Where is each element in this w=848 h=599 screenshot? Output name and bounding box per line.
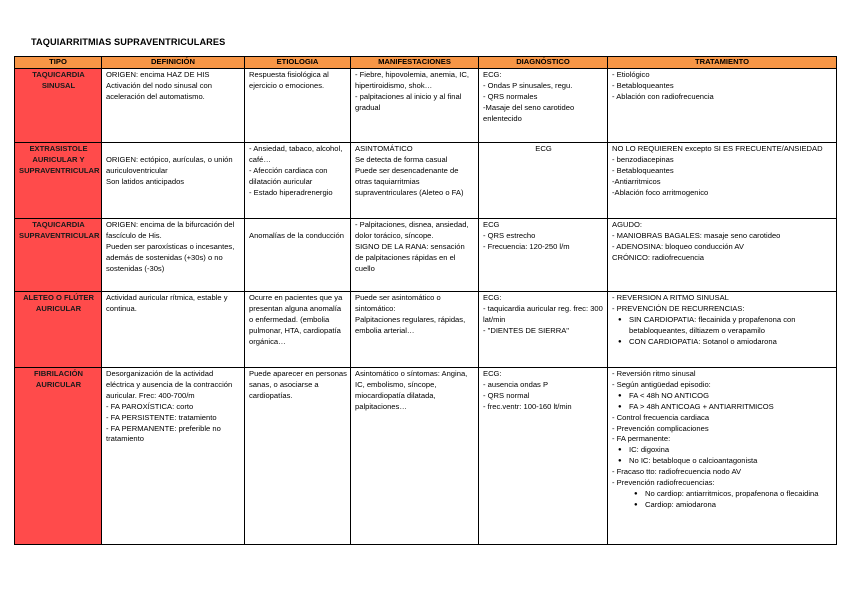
bullet-list [612, 391, 833, 413]
text-line: -Antiarritmicos [612, 176, 661, 186]
text-line: ORIGEN: encima de la bifurcación del fascículo de His. [106, 220, 237, 240]
tratamiento-cell [608, 219, 837, 292]
text-line: - Betabloqueantes [612, 80, 674, 90]
text-line: ECG: [483, 293, 502, 302]
text-line: Actividad auricular rítmica, estable y continua. [106, 293, 230, 313]
text-line: -Ablación foco arritmogenico [612, 187, 709, 197]
taquiarritmias-table [14, 56, 837, 545]
text-line: - Fiebre, hipovolemia, anemia, IC, hipertiroidismo, shok… [355, 70, 472, 90]
text-line: - QRS normales [483, 91, 538, 101]
manifestaciones-cell [351, 219, 479, 292]
text-line: ECG [483, 220, 500, 229]
bullet-list [612, 489, 833, 511]
table-row [15, 292, 837, 368]
diagnostico-cell [479, 219, 608, 292]
text-line: - Prevención complicaciones [612, 423, 709, 433]
text-line: - Etiológico [612, 70, 650, 79]
text-line: Puede ser asintomático o sintomático: [355, 293, 443, 313]
tipo-cell: TAQUICARDIA SINUSAL [15, 69, 102, 143]
text-line: - QRS estrecho [483, 230, 536, 240]
bullet-list [612, 315, 833, 348]
text-line: Activación del nodo sinusal con aceleración del automatismo. [106, 80, 215, 101]
text-line: Ocurre en pacientes que ya presentan alguna anomalía o enfermedad. (embolia pulmonar, HTA, cardiopatía orgánica… [249, 293, 345, 346]
table-row [15, 219, 837, 292]
text-line: - Reversión ritmo sinusal [612, 369, 696, 378]
text-line: SIGNO DE LA RANA: sensación de palpitaciones rápidas en el cuello [355, 241, 467, 273]
text-line: NO LO REQUIEREN excepto SI ES FRECUENTE/ANSIEDAD [612, 144, 823, 153]
header-tratamiento: TRATAMIENTO [608, 57, 837, 69]
text-line: - taquicardia auricular reg. frec: 300 lat/min [483, 303, 605, 324]
text-line: Palpitaciones regulares, rápidas, embolia arterial… [355, 314, 468, 335]
text-line: - benzodiacepinas [612, 154, 674, 164]
text-line: - palpitaciones al inicio y al final gradual [355, 91, 464, 112]
text-line: - Fracaso tto: radiofrecuencia nodo AV [612, 467, 742, 477]
tratamiento-cell [608, 292, 837, 368]
text-line: - Según antigüedad episodio: [612, 379, 711, 389]
tipo-cell: ALETEO O FLÚTER AURICULAR [15, 292, 102, 368]
header-etiologia: ETIOLOGIA [245, 57, 351, 69]
list-item: ● No IC: betabloque o calcioantagonista [629, 456, 833, 467]
tipo-cell: TAQUICARDIA SUPRAVENTRICULAR [15, 219, 102, 292]
diagnostico-cell [479, 368, 608, 545]
text-line: - Prevención radiofrecuencias: [612, 478, 715, 488]
text-line: CRÓNICO: radiofrecuencia [612, 252, 705, 262]
text-line: - FA PAROXÍSTICA: corto [106, 401, 194, 411]
text-line: - Palpitaciones, disnea, ansiedad, dolor torácico, síncope. [355, 220, 471, 240]
tipo-cell: EXTRASISTOLE AURICULAR Y SUPRAVENTRICULAR [15, 143, 102, 219]
text-line: ASINTOMÁTICO [355, 144, 413, 153]
etiologia-cell [245, 219, 351, 292]
list-item: ● FA < 48h NO ANTICOG [629, 391, 833, 402]
definicion-cell [102, 292, 245, 368]
diagnostico-cell [479, 69, 608, 143]
tratamiento-cell [608, 69, 837, 143]
list-item: ● No cardiop: antiarritmicos, propafenona o flecaidina [645, 489, 833, 500]
text-line: - PREVENCIÓN DE RECURRENCIAS: [612, 303, 745, 313]
manifestaciones-cell [351, 69, 479, 143]
text-line: Asintomático o síntomas: Angina, IC, embolismo, síncope, miocardiopatía dilatada, palpitaciones… [355, 369, 470, 411]
header-tipo: TIPO [15, 57, 102, 69]
text-line: - Frecuencia: 120-250 l/m [483, 241, 570, 251]
manifestaciones-cell [351, 292, 479, 368]
text-line: -Masaje del seno carotideo enlentecido [483, 102, 577, 123]
etiologia-cell [245, 292, 351, 368]
table-row [15, 143, 837, 219]
text-line: - Estado hiperadrenergio [249, 187, 333, 197]
text-line: - Afección cardiaca con dilatación auricular [249, 165, 330, 186]
text-line: - "DIENTES DE SIERRA" [483, 325, 569, 335]
diagnostico-cell [479, 292, 608, 368]
text-line: ECG: [483, 70, 502, 79]
text-line: - FA PERMANENTE: preferible no tratamiento [106, 423, 223, 444]
definicion-cell [102, 143, 245, 219]
manifestaciones-cell [351, 368, 479, 545]
list-item: ● CON CARDIOPATIA: Sotanol o amiodarona [629, 337, 833, 348]
text-line: Anomalías de la conducción [249, 230, 344, 240]
text-line: Pueden ser paroxísticas o incesantes, además de sostenidas (+30s) o no sostenidas (-30s) [106, 241, 237, 273]
text-line: ORIGEN: encima HAZ DE HIS [106, 70, 210, 79]
text-line: - FA PERSISTENTE: tratamiento [106, 412, 217, 422]
etiologia-cell [245, 368, 351, 545]
text-line: - MANIOBRAS BAGALES: masaje seno carotideo [612, 230, 781, 240]
list-item: ● SIN CARDIOPATIA: flecainida y propafenona con betabloqueantes, diltiazem o verapamilo [629, 315, 833, 337]
list-item: ● FA > 48h ANTICOAG + ANTIARRITMICOS [629, 402, 833, 413]
text-line: - ADENOSINA: bloqueo conducción AV [612, 241, 744, 251]
text-line: ECG: [483, 369, 502, 378]
text-line: ECG [535, 144, 552, 153]
text-line: Se detecta de forma casual [355, 154, 448, 164]
text-line: - ausencia ondas P [483, 379, 549, 389]
definicion-cell [102, 368, 245, 545]
text-line: - Ondas P sinusales, regu. [483, 80, 573, 90]
text-line: - Control frecuencia cardiaca [612, 412, 710, 422]
text-line: - REVERSION A RITMO SINUSAL [612, 293, 729, 302]
text-line: - Betabloqueantes [612, 165, 674, 175]
definicion-cell [102, 219, 245, 292]
document-title: TAQUIARRITMIAS SUPRAVENTRICULARES [31, 37, 226, 47]
header-diagnostico: DIAGNÓSTICO [479, 57, 608, 69]
text-line: Puede ser desencadenante de otras taquiarritmias supraventriculares (Aleteo o FA) [355, 165, 464, 197]
manifestaciones-cell [351, 143, 479, 219]
list-item: ● Cardiop: amiodarona [645, 500, 833, 511]
text-line: - frec.ventr: 100-160 lt/min [483, 401, 572, 411]
header-manifestaciones: MANIFESTACIONES [351, 57, 479, 69]
text-line: Puede aparecer en personas sanas, o asociarse a cardiopatías. [249, 369, 350, 400]
tratamiento-cell [608, 368, 837, 545]
text-line: Respuesta fisiológica al ejercicio o emociones. [249, 70, 331, 90]
text-line: Desorganización de la actividad eléctrica y ausencia de la contracción auricular. Frec: 400-700/m [106, 369, 235, 400]
table-row [15, 368, 837, 545]
text-line: - Ablación con radiofrecuencia [612, 91, 714, 101]
etiologia-cell [245, 69, 351, 143]
table-header-row [15, 57, 837, 69]
table-row [15, 69, 837, 143]
text-line: ORIGEN: ectópico, aurículas, o unión auriculoventricular [106, 154, 235, 175]
tratamiento-cell [608, 143, 837, 219]
list-item: ● IC: digoxina [629, 445, 833, 456]
text-line: Son latidos anticipados [106, 176, 185, 186]
definicion-cell [102, 69, 245, 143]
etiologia-cell [245, 143, 351, 219]
bullet-list [612, 445, 833, 467]
text-line: - QRS normal [483, 390, 530, 400]
text-line: AGUDO: [612, 220, 642, 229]
text-line: - Ansiedad, tabaco, alcohol, café… [249, 144, 345, 164]
diagnostico-cell [479, 143, 608, 219]
tipo-cell: FIBRILACIÓN AURICULAR [15, 368, 102, 545]
header-definicion: DEFINICIÓN [102, 57, 245, 69]
text-line: - FA permanente: [612, 434, 671, 444]
